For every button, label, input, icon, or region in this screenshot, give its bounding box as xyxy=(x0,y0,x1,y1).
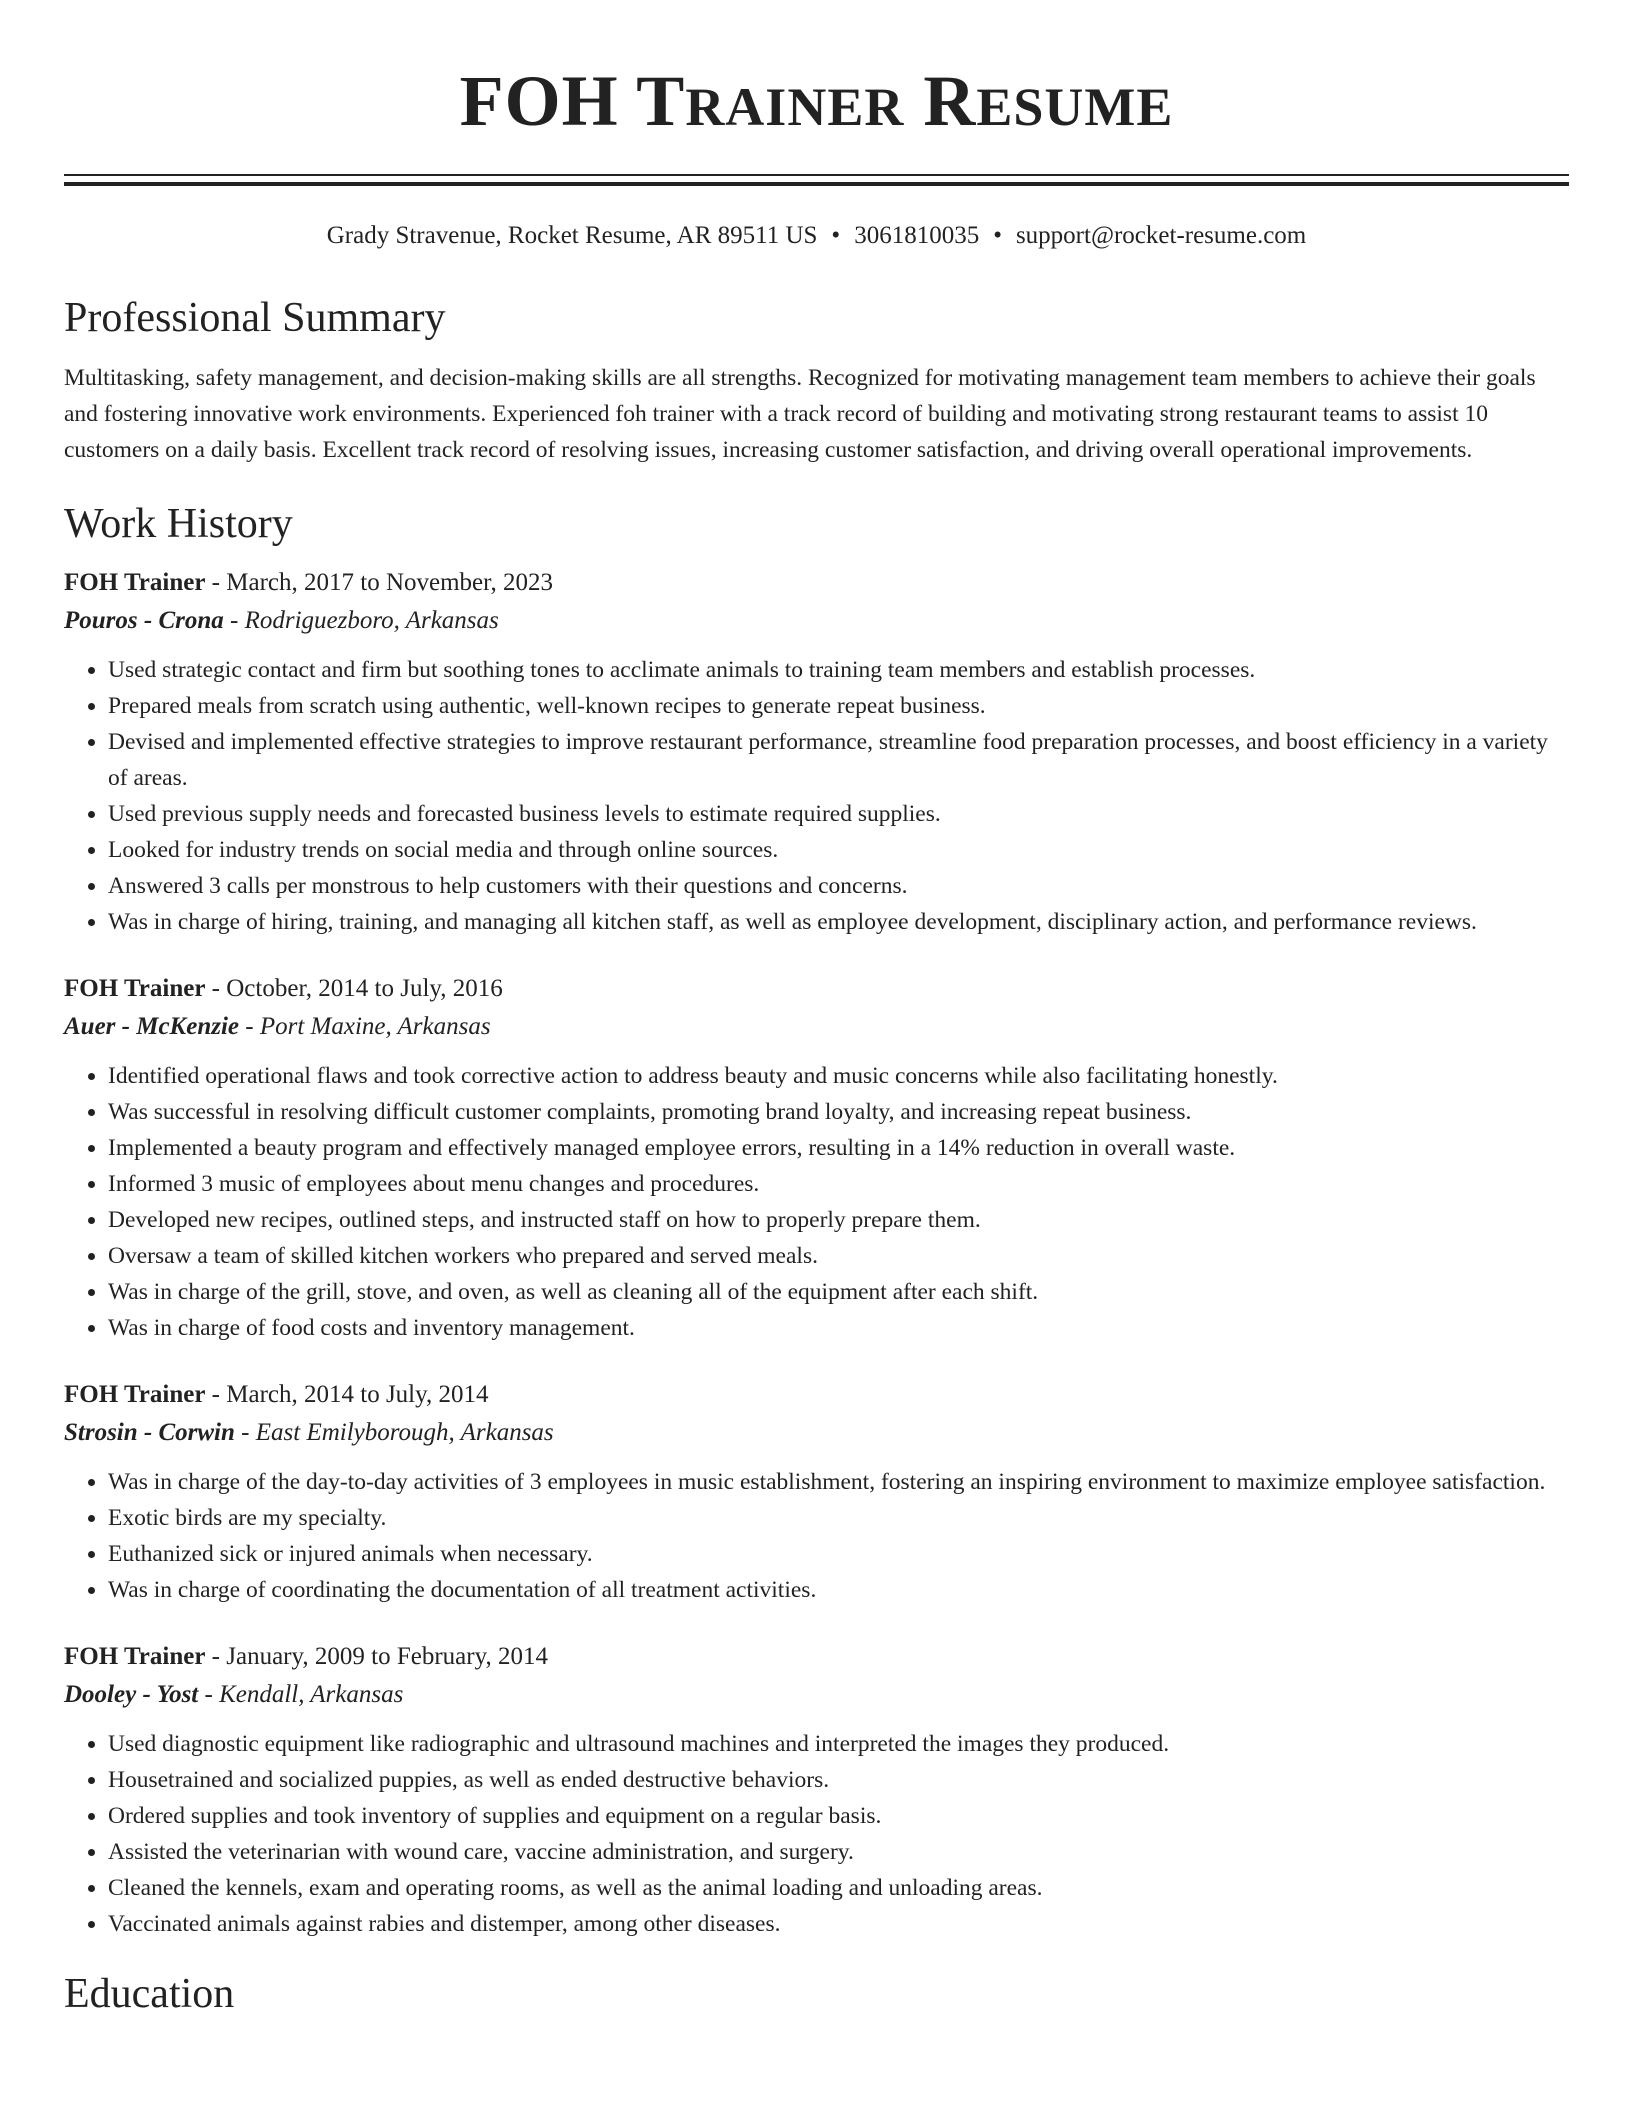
job-company-line xyxy=(64,1676,1569,1714)
contact-line xyxy=(64,220,1569,252)
summary-text: Multitasking, safety management, and decision-making skills are all strengths. Recognized for motivating management team members to achieve their goals and fostering innovative work environments. Experienced foh trainer with a track record of building and motivating strong restaurant teams to assist 10 customers on a daily basis. Excellent track record of resolving issues, increasing customer satisfaction, and driving overall operational improvements. xyxy=(64,365,1536,463)
job-title-line xyxy=(64,1376,1569,1414)
job-location: - Port Maxine, Arkansas xyxy=(239,1013,491,1040)
job-location: - Kendall, Arkansas xyxy=(198,1681,404,1708)
job-role: FOH Trainer xyxy=(64,1643,206,1670)
job-duty-item: • Was in charge of food costs and inventory management. xyxy=(108,1310,1569,1346)
resume-page xyxy=(64,56,1569,2020)
job-location: - Rodriguezboro, Arkansas xyxy=(223,607,499,634)
job-duty-item: • Was successful in resolving difficult customer complaints, promoting brand loyalty, and increasing repeat business. xyxy=(108,1094,1569,1130)
job-duty-item: • Prepared meals from scratch using authentic, well-known recipes to generate repeat business. xyxy=(108,688,1569,724)
job-company-line xyxy=(64,602,1569,640)
job-duties-list xyxy=(64,652,1569,940)
job-duty-item: • Identified operational flaws and took corrective action to address beauty and music concerns while also facilitating honestly. xyxy=(108,1058,1569,1094)
job-duties-list xyxy=(64,1464,1569,1608)
job-location: - East Emilyborough, Arkansas xyxy=(234,1419,554,1446)
contact-separator: • xyxy=(993,222,1002,249)
job-duty-item: • Was in charge of the day-to-day activities of 3 employees in music establishment, fostering an inspiring environment to maximize employee satisfaction. xyxy=(108,1464,1569,1500)
work-history-heading: Work History xyxy=(64,501,293,547)
job-title-line xyxy=(64,1638,1569,1676)
job-company: Strosin - Corwin xyxy=(64,1419,235,1446)
page-title: FOH TRAINER RESUME xyxy=(459,61,1174,141)
contact-phone: 3061810035 xyxy=(854,222,980,249)
job-company: Auer - McKenzie xyxy=(64,1013,239,1040)
job-duty-item: • Was in charge of coordinating the documentation of all treatment activities. xyxy=(108,1572,1569,1608)
job-duties-list xyxy=(64,1058,1569,1346)
job-company: Dooley - Yost xyxy=(64,1681,199,1708)
job-company-line xyxy=(64,1414,1569,1452)
contact-separator: • xyxy=(831,222,841,249)
job-dates: - January, 2009 to February, 2014 xyxy=(205,1643,548,1670)
job-role: FOH Trainer xyxy=(64,569,206,596)
contact-address: Grady Stravenue, Rocket Resume, AR 89511 US xyxy=(326,222,818,249)
job-duty-item: • Was in charge of the grill, stove, and oven, as well as cleaning all of the equipment after each shift. xyxy=(108,1274,1569,1310)
job-entry xyxy=(64,1376,1569,1608)
job-dates: - October, 2014 to July, 2016 xyxy=(205,975,503,1002)
job-duty-item: • Euthanized sick or injured animals when necessary. xyxy=(108,1536,1569,1572)
job-role: FOH Trainer xyxy=(64,975,206,1002)
job-title-line xyxy=(64,564,1569,602)
job-duty-item: • Cleaned the kennels, exam and operating rooms, as well as the animal loading and unloading areas. xyxy=(108,1870,1569,1906)
job-company-line xyxy=(64,1008,1569,1046)
job-role: FOH Trainer xyxy=(64,1381,206,1408)
job-duties-list xyxy=(64,1726,1569,1942)
job-duty-item: • Vaccinated animals against rabies and distemper, among other diseases. xyxy=(108,1906,1569,1942)
contact-email: support@rocket-resume.com xyxy=(1015,222,1307,249)
job-duty-item: • Implemented a beauty program and effectively managed employee errors, resulting in a 14% reduction in overall waste. xyxy=(108,1130,1569,1166)
education-heading: Education xyxy=(64,1971,235,2017)
job-duty-item: • Developed new recipes, outlined steps, and instructed staff on how to properly prepare them. xyxy=(108,1202,1569,1238)
job-duty-item: • Assisted the veterinarian with wound care, vaccine administration, and surgery. xyxy=(108,1834,1569,1870)
job-duty-item: • Housetrained and socialized puppies, as well as ended destructive behaviors. xyxy=(108,1762,1569,1798)
job-duty-item: • Informed 3 music of employees about menu changes and procedures. xyxy=(108,1166,1569,1202)
summary-heading: Professional Summary xyxy=(64,295,446,341)
job-duty-item: • Ordered supplies and took inventory of supplies and equipment on a regular basis. xyxy=(108,1798,1569,1834)
title-divider-thin xyxy=(64,174,1569,176)
job-duty-item: • Devised and implemented effective strategies to improve restaurant performance, streamline food preparation processes, and boost efficiency in a variety of areas. xyxy=(108,724,1569,796)
job-dates: - March, 2014 to July, 2014 xyxy=(205,1381,489,1408)
job-entry xyxy=(64,970,1569,1346)
job-company: Pouros - Crona xyxy=(64,607,224,634)
job-duty-item: • Used previous supply needs and forecasted business levels to estimate required supplies. xyxy=(108,796,1569,832)
job-dates: - March, 2017 to November, 2023 xyxy=(205,569,553,596)
job-duty-item: • Used diagnostic equipment like radiographic and ultrasound machines and interpreted the images they produced. xyxy=(108,1726,1569,1762)
job-entry xyxy=(64,1638,1569,1942)
job-entry xyxy=(64,564,1569,940)
job-title-line xyxy=(64,970,1569,1008)
job-duty-item: • Used strategic contact and firm but soothing tones to acclimate animals to training team members and establish processes. xyxy=(108,652,1569,688)
job-duty-item: • Exotic birds are my specialty. xyxy=(108,1500,1569,1536)
job-duty-item: • Answered 3 calls per monstrous to help customers with their questions and concerns. xyxy=(108,868,1569,904)
title-divider-thick xyxy=(64,182,1569,186)
job-duty-item: • Was in charge of hiring, training, and managing all kitchen staff, as well as employee development, disciplinary action, and performance reviews. xyxy=(108,904,1569,940)
work-history-list xyxy=(64,564,1569,1942)
job-duty-item: • Oversaw a team of skilled kitchen workers who prepared and served meals. xyxy=(108,1238,1569,1274)
job-duty-item: • Looked for industry trends on social media and through online sources. xyxy=(108,832,1569,868)
